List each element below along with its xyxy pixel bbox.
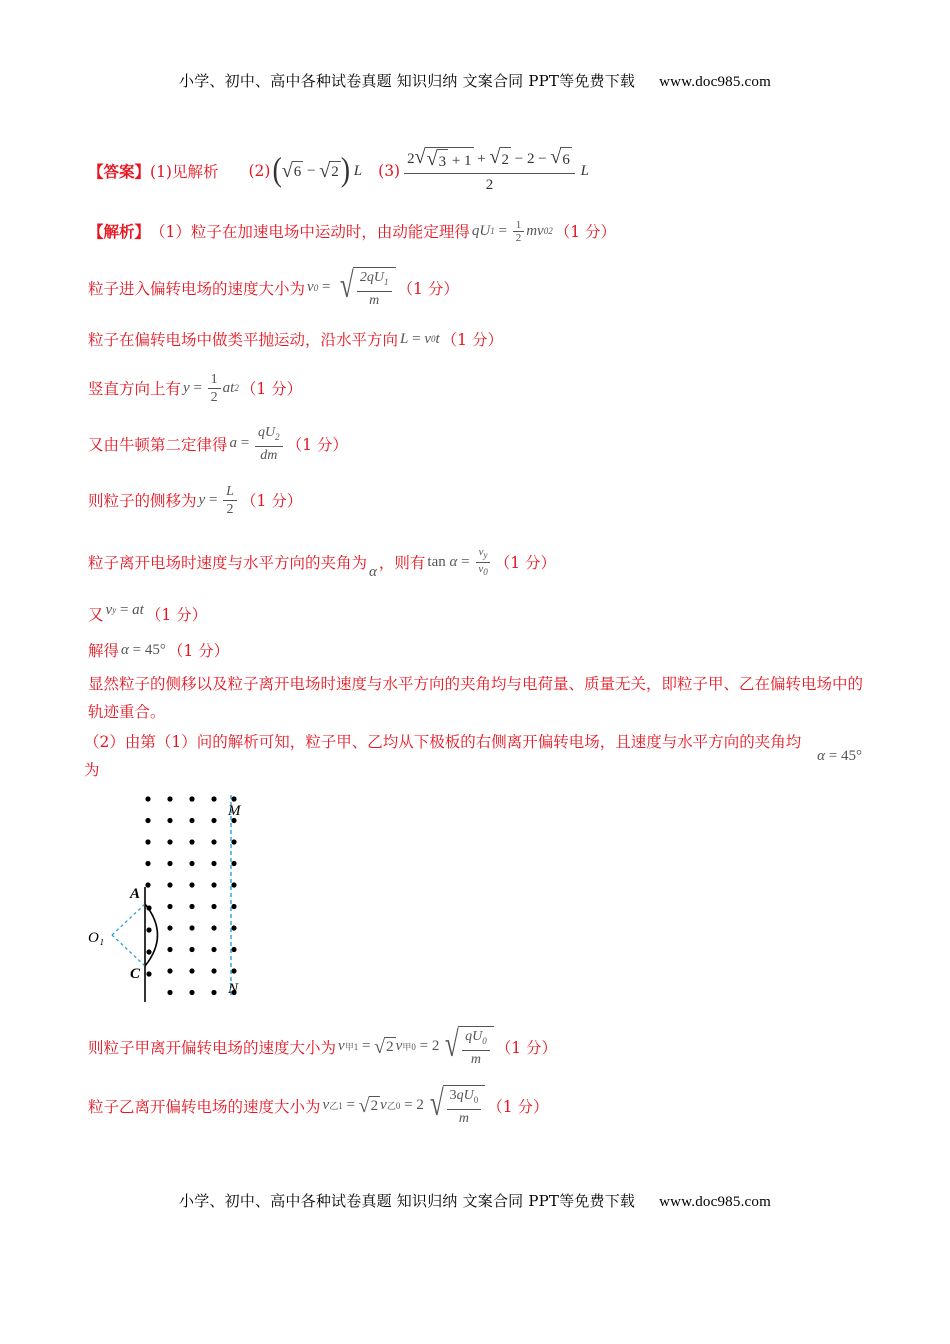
score-2: （1 分） — [397, 280, 459, 298]
formula-vy: v y = at — [105, 601, 144, 618]
analysis-line-4 — [88, 368, 302, 408]
score-11: （1 分） — [487, 1098, 549, 1116]
trajectory-arc — [145, 904, 158, 966]
formula-v-jia: v 甲1 = √ 2 v 甲0 = 2 √ $\frac{qU_0}{m}$ — [338, 1026, 494, 1068]
field-dot — [211, 861, 216, 866]
page-footer — [0, 1190, 950, 1211]
field-dot — [211, 947, 216, 952]
field-dot — [167, 904, 172, 909]
field-dot — [231, 839, 236, 844]
label-m: M — [228, 803, 241, 819]
field-dot — [211, 839, 216, 844]
field-diagram — [88, 790, 268, 1005]
score-8: （1 分） — [145, 606, 208, 624]
analysis-text-8: 又 — [88, 606, 104, 624]
field-dot — [231, 882, 236, 887]
field-dot — [189, 925, 194, 930]
field-dot — [211, 968, 216, 973]
field-dot — [189, 839, 194, 844]
analysis-text-1: （1）粒子在加速电场中运动时，由动能定理得 — [150, 223, 470, 241]
formula-newton: a = $\frac{qU_2}{dm}$ — [230, 424, 285, 464]
analysis-text-5: 又由牛顿第二定律得 — [88, 436, 228, 454]
field-dot — [189, 990, 194, 995]
field-dot — [189, 947, 194, 952]
field-dot — [211, 818, 216, 823]
analysis-line-5 — [88, 424, 348, 464]
score-6: （1 分） — [240, 492, 303, 510]
field-dot — [211, 990, 216, 995]
header-url: www.doc985.com — [659, 74, 771, 90]
label-n: N — [228, 981, 239, 997]
formula-kinetic-energy: qU 1 = $\frac{1}{2}$ mv 0 2 — [471, 218, 553, 244]
analysis-line-6 — [88, 480, 302, 520]
formula-horizontal: L = v 0 t — [400, 330, 440, 347]
field-dot — [145, 882, 150, 887]
field-dot — [167, 861, 172, 866]
score-1: （1 分） — [554, 223, 616, 241]
answer-part2: (2) — [248, 162, 271, 180]
field-dot — [146, 927, 151, 932]
formula-vertical: y = $\frac{1}{2}$ at 2 — [183, 371, 239, 405]
radius-oc — [112, 935, 145, 966]
field-dot — [231, 904, 236, 909]
page-header — [0, 70, 950, 91]
field-dot — [167, 947, 172, 952]
score-3: （1 分） — [441, 331, 503, 349]
analysis-line-1 — [88, 214, 616, 248]
field-dot — [189, 882, 194, 887]
formula-alpha-45: α = 45° — [817, 748, 862, 764]
field-dot — [189, 796, 194, 801]
field-dot — [145, 861, 150, 866]
answer-line — [88, 145, 591, 194]
field-dot — [211, 925, 216, 930]
analysis-paragraph-1 — [88, 670, 868, 726]
answer-part3-formula: 2 √ √ 3 + 1 + √ 2 − 2 − √ 6 2 L — [402, 147, 589, 196]
footer-url: www.doc985.com — [659, 1194, 771, 1210]
analysis-line-9 — [88, 638, 229, 662]
field-dot — [145, 839, 150, 844]
label-c: C — [130, 966, 141, 982]
analysis-paragraph-1-text: 显然粒子的侧移以及粒子离开电场时速度与水平方向的夹角均与电荷量、质量无关，即粒子甲、乙在偏转电场中的轨迹重合。 — [88, 675, 864, 721]
field-dot — [167, 925, 172, 930]
analysis-text-11: 粒子乙离开偏转电场的速度大小为 — [88, 1098, 321, 1116]
score-5: （1 分） — [286, 436, 348, 454]
field-dot — [231, 968, 236, 973]
analysis-paragraph-2-text: （2）由第（1）问的解析可知，粒子甲、乙均从下极板的右侧离开偏转电场，且速度与水平方向的夹角均为 — [84, 733, 802, 779]
field-dot — [211, 796, 216, 801]
formula-v0: v 0 = √ $\frac{2qU_1}{m}$ — [307, 267, 396, 309]
field-dot — [231, 796, 236, 801]
field-dot — [146, 949, 151, 954]
formula-alpha-result: α = 45° — [121, 641, 166, 658]
score-4: （1 分） — [240, 380, 303, 398]
formula-alpha: α — [369, 563, 377, 580]
field-dot — [189, 861, 194, 866]
analysis-paragraph-2 — [84, 728, 864, 784]
formula-v-yi: v 乙1 = √ 2 v 乙0 = 2 √ $\frac{3qU_0}{m}$ — [323, 1085, 486, 1127]
analysis-line-3 — [88, 326, 503, 352]
field-dot — [145, 796, 150, 801]
answer-part3: (3) — [378, 162, 401, 180]
field-dot — [167, 990, 172, 995]
field-dot — [167, 839, 172, 844]
field-diagram-svg — [88, 790, 268, 1005]
analysis-text-4: 竖直方向上有 — [88, 380, 182, 398]
field-dot — [145, 818, 150, 823]
field-dot — [167, 818, 172, 823]
field-dot — [146, 971, 151, 976]
analysis-line-10 — [88, 1024, 557, 1070]
radius-oa — [112, 904, 145, 935]
analysis-text-9: 解得 — [88, 642, 120, 660]
field-dot — [231, 925, 236, 930]
formula-tan: tan α = $\frac{v_y}{v_0}$ — [427, 546, 492, 577]
analysis-line-11 — [88, 1082, 549, 1130]
footer-text: 小学、初中、高中各种试卷真题 知识归纳 文案合同 PPT等免费下载 — [179, 1192, 636, 1210]
formula-displacement: y = $\frac{L}{2}$ — [199, 483, 239, 518]
score-7: （1 分） — [494, 554, 557, 572]
analysis-text-7b: ，则有 — [378, 554, 426, 572]
score-9: （1 分） — [167, 642, 230, 660]
field-dot — [189, 904, 194, 909]
analysis-text-6: 则粒子的侧移为 — [88, 492, 197, 510]
analysis-text-7a: 粒子离开电场时速度与水平方向的夹角为 — [88, 554, 368, 572]
label-o1: O₁ — [88, 930, 105, 946]
analysis-text-10: 则粒子甲离开偏转电场的速度大小为 — [88, 1039, 337, 1057]
field-dot — [231, 861, 236, 866]
field-dot — [211, 882, 216, 887]
analysis-label: 【解析】 — [88, 222, 151, 241]
field-dot — [167, 882, 172, 887]
analysis-text-3: 粒子在偏转电场中做类平抛运动，沿水平方向 — [88, 331, 399, 349]
field-dot — [189, 818, 194, 823]
field-dot — [189, 968, 194, 973]
answer-part1: (1)见解析 — [150, 163, 219, 181]
analysis-line-2 — [88, 264, 459, 312]
analysis-text-2: 粒子进入偏转电场的速度大小为 — [88, 280, 306, 298]
field-dot — [231, 947, 236, 952]
answer-label: 【答案】 — [88, 162, 151, 181]
magnetic-field-dots — [145, 796, 236, 995]
header-text: 小学、初中、高中各种试卷真题 知识归纳 文案合同 PPT等免费下载 — [179, 72, 636, 90]
field-dot — [167, 968, 172, 973]
field-dot — [211, 904, 216, 909]
score-10: （1 分） — [495, 1039, 557, 1057]
answer-part2-formula: ( √ 6 − √ 2 ) L — [272, 151, 363, 189]
field-dot — [167, 796, 172, 801]
analysis-line-7 — [88, 540, 556, 584]
label-a: A — [130, 886, 141, 902]
analysis-line-8 — [88, 602, 207, 626]
